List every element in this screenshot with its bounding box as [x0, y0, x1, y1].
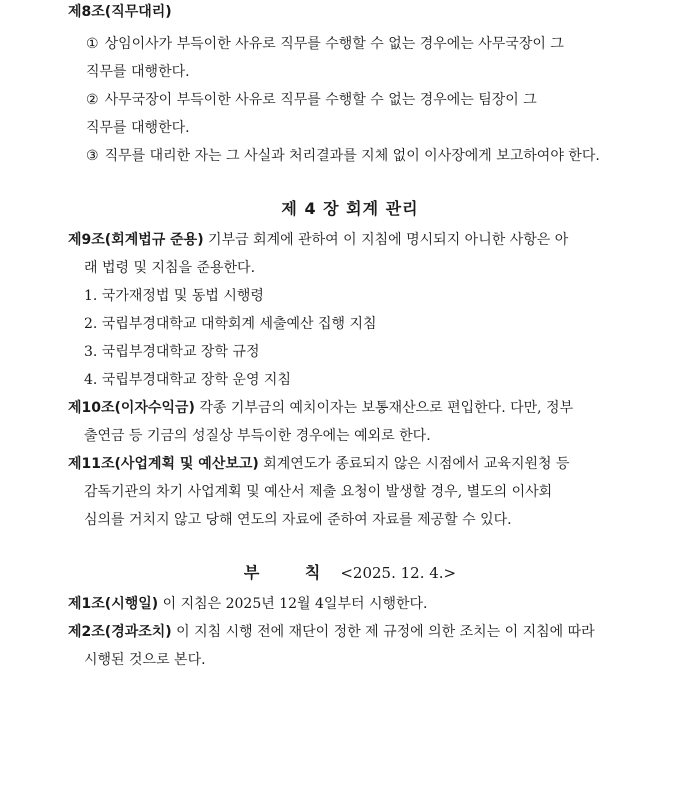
article-8-heading: 제8조(직무대리)	[68, 4, 172, 20]
clause-number: ②	[86, 92, 99, 108]
article-11-heading: 제11조(사업계획 및 예산보고)	[68, 456, 259, 472]
clause-3	[68, 142, 644, 170]
article-10-text: 각종 기부금의 예치이자는 보통재산으로 편입한다. 다만, 정부	[194, 400, 574, 416]
list-item: 2. 국립부경대학교 대학회계 세출예산 집행 지침	[84, 316, 377, 332]
annex-heading	[0, 560, 700, 583]
annex-article-2-text: 이 지침 시행 전에 재단이 정한 제 규정에 의한 조치는 이 지침에 따라	[171, 624, 595, 640]
article-11-text-cont: 심의를 거치지 않고 당해 연도의 자료에 준하여 자료를 제공할 수 있다.	[84, 512, 512, 528]
article-9	[68, 226, 644, 394]
clause-text: 상임이사가 부득이한 사유로 직무를 수행할 수 없는 경우에는 사무국장이 그	[104, 36, 564, 52]
article-8	[68, 2, 644, 170]
clause-text-cont: 직무를 대행한다.	[86, 120, 190, 136]
list-item: 1. 국가재정법 및 동법 시행령	[84, 288, 264, 304]
article-11-text: 회계연도가 종료되지 않은 시점에서 교육지원청 등	[258, 456, 570, 472]
clause-text: 사무국장이 부득이한 사유로 직무를 수행할 수 없는 경우에는 팀장이 그	[104, 92, 537, 108]
clause-2	[68, 86, 644, 142]
clause-number: ①	[86, 36, 99, 52]
annex-article-1	[68, 590, 644, 618]
article-10-text-cont: 출연금 등 기금의 성질상 부득이한 경우에는 예외로 한다.	[84, 428, 431, 444]
article-9-text-cont: 래 법령 및 지침을 준용한다.	[84, 260, 256, 276]
article-9-heading: 제9조(회계법규 준용)	[68, 232, 204, 248]
annex-title: 부 칙	[243, 563, 341, 582]
article-11	[68, 450, 644, 534]
annex-article-2	[68, 618, 644, 674]
clause-text-cont: 직무를 대행한다.	[86, 64, 190, 80]
annex-date: <2025. 12. 4.>	[340, 564, 457, 582]
clause-text: 직무를 대리한 자는 그 사실과 처리결과를 지체 없이 이사장에게 보고하여야 한다.	[104, 148, 600, 164]
list-item: 3. 국립부경대학교 장학 규정	[84, 344, 260, 360]
annex-article-2-heading: 제2조(경과조치)	[68, 624, 172, 640]
annex-article-1-text: 이 지침은 2025년 12월 4일부터 시행한다.	[158, 596, 428, 612]
clause-1	[68, 30, 644, 86]
chapter-title: 제 4 장 회계 관리	[281, 199, 419, 218]
annex-article-2-text-cont: 시행된 것으로 본다.	[84, 652, 206, 668]
article-10	[68, 394, 644, 450]
annex-article-1-heading: 제1조(시행일)	[68, 596, 159, 612]
article-10-heading: 제10조(이자수익금)	[68, 400, 195, 416]
article-9-text: 기부금 회계에 관하여 이 지침에 명시되지 아니한 사항은 아	[203, 232, 569, 248]
article-11-text-cont: 감독기관의 차기 사업계획 및 예산서 제출 요청이 발생할 경우, 별도의 이사회	[84, 484, 553, 500]
clause-number: ③	[86, 148, 99, 164]
list-item: 4. 국립부경대학교 장학 운영 지침	[84, 372, 291, 388]
